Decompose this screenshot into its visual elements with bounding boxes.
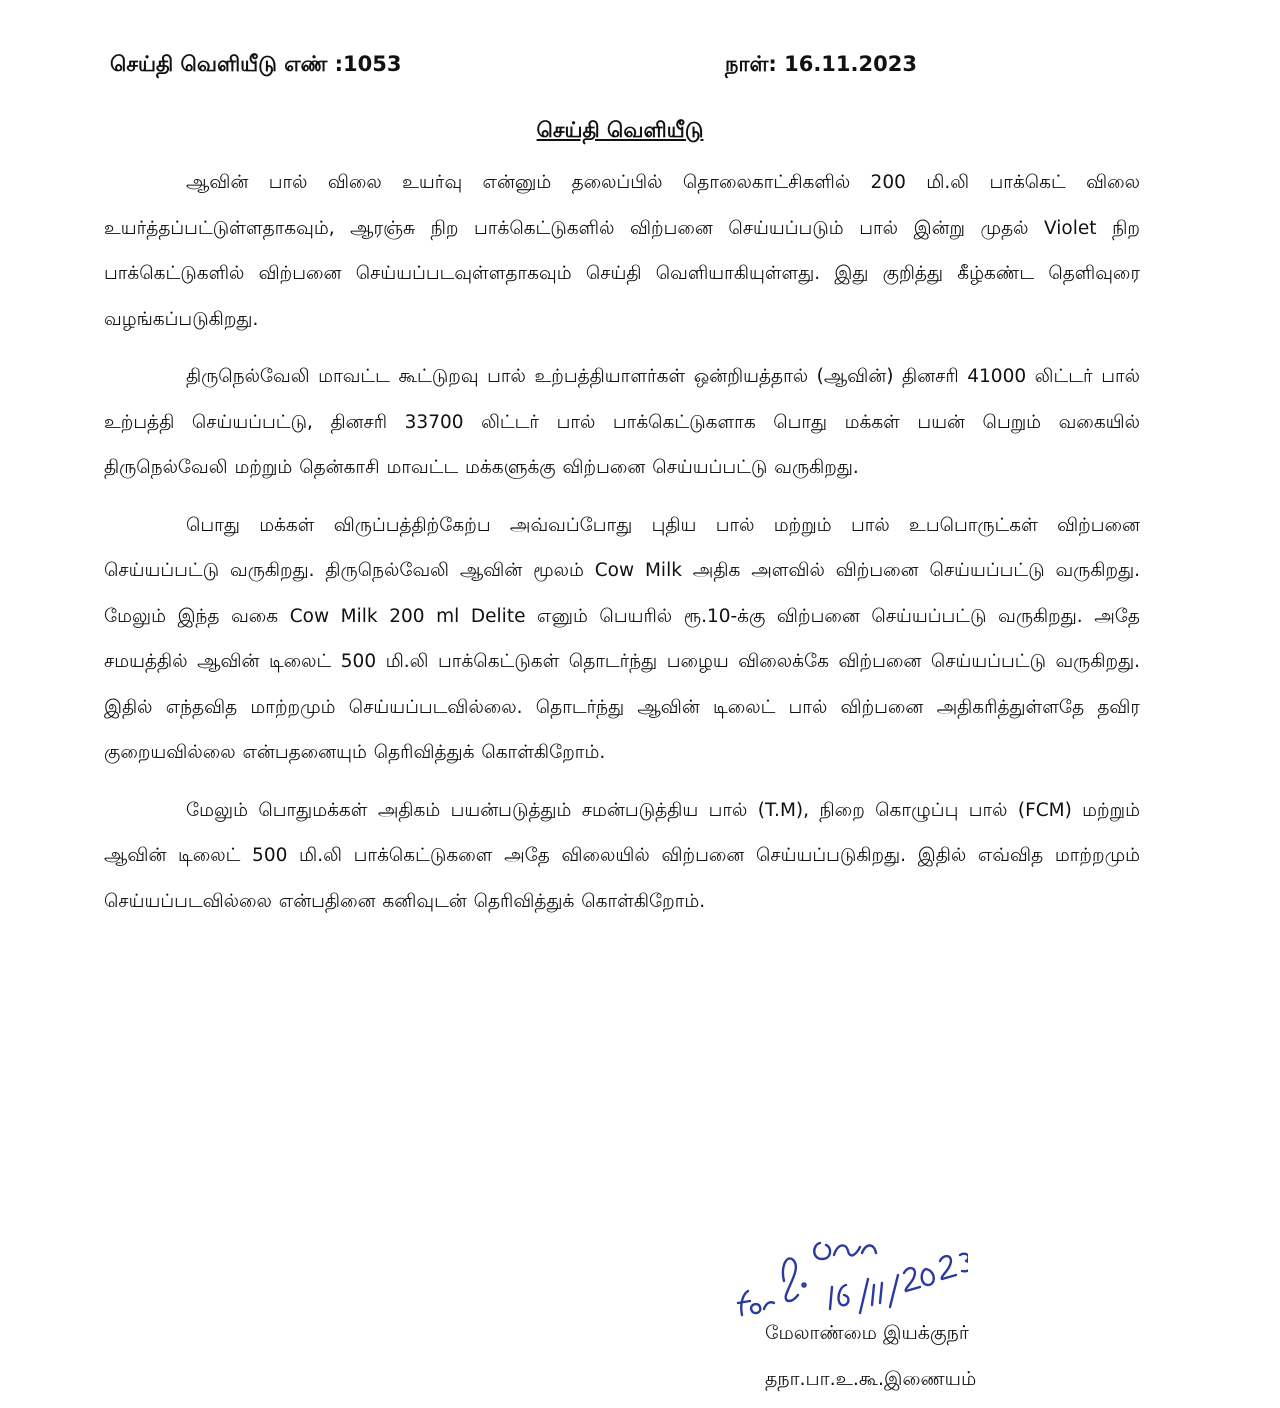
release-date: நாள்: 16.11.2023 (725, 52, 917, 76)
paragraph-1: ஆவின் பால் விலை உயர்வு என்னும் தலைப்பில் தொலைகாட்சிகளில் 200 மி.லி பாக்கெட் விலை உயர்த்தப்பட்டுள்ளதாகவும், ஆரஞ்சு நிற பாக்கெட்டுகளில் விற்பனை செய்யப்படும் பால் இன்று முதல் Violet நிற பாக்கெட்டுகளில் விற்பனை செய்யப்படவுள்ளதாகவும் செய்தி வெளியாகியுள்ளது. இது குறித்து கீழ்கண்ட தெளிவுரை வழங்கப்படுகிறது. (104, 172, 1140, 330)
document-body (104, 160, 1140, 936)
release-number: செய்தி வெளியீடு எண் :1053 (110, 52, 402, 76)
signatory-designation: மேலாண்மை இயக்குநர் (765, 1322, 969, 1344)
signatory-organization: தநா.பா.உ.கூ.இணையம் (765, 1368, 977, 1390)
paragraph-2: திருநெல்வேலி மாவட்ட கூட்டுறவு பால் உற்பத்தியாளர்கள் ஒன்றியத்தால் (ஆவின்) தினசரி 41000 லிட்டர் பால் உற்பத்தி செய்யப்பட்டு, தினசரி 33700 லிட்டர் பால் பாக்கெட்டுகளாக பொது மக்கள் பயன் பெறும் வகையில் திருநெல்வேலி மற்றும் தென்காசி மாவட்ட மக்களுக்கு விற்பனை செய்யப்பட்டு வருகிறது. (104, 366, 1140, 478)
document-title: செய்தி வெளியீடு (536, 118, 704, 142)
paragraph-3: பொது மக்கள் விருப்பத்திற்கேற்ப அவ்வப்போது புதிய பால் மற்றும் பால் உபபொருட்கள் விற்பனை செய்யப்பட்டு வருகிறது. திருநெல்வேலி ஆவின் மூலம் Cow Milk அதிக அளவில் விற்பனை செய்யப்பட்டு வருகிறது. மேலும் இந்த வகை Cow Milk 200 ml Delite எனும் பெயரில் ரூ.10-க்கு விற்பனை செய்யப்பட்டு வருகிறது. அதே சமயத்தில் ஆவின் டிலைட் 500 மி.லி பாக்கெட்டுகள் தொடர்ந்து பழைய விலைக்கே விற்பனை செய்யப்பட்டு வருகிறது. இதில் எந்தவித மாற்றமும் செய்யப்படவில்லை. தொடர்ந்து ஆவின் டிலைட் பால் விற்பனை அதிகரித்துள்ளதே தவிர குறையவில்லை என்பதனையும் தெரிவித்துக் கொள்கிறோம். (104, 514, 1140, 763)
paragraph-4: மேலும் பொதுமக்கள் அதிகம் பயன்படுத்தும் சமன்படுத்திய பால் (T.M), நிறை கொழுப்பு பால் (FCM) மற்றும் ஆவின் டிலைட் 500 மி.லி பாக்கெட்டுகளை அதே விலையில் விற்பனை செய்யப்படுகிறது. இதில் எவ்வித மாற்றமும் செய்யப்படவில்லை என்பதினை கனிவுடன் தெரிவித்துக் கொள்கிறோம். (104, 799, 1140, 912)
handwritten-signature (728, 1225, 968, 1335)
